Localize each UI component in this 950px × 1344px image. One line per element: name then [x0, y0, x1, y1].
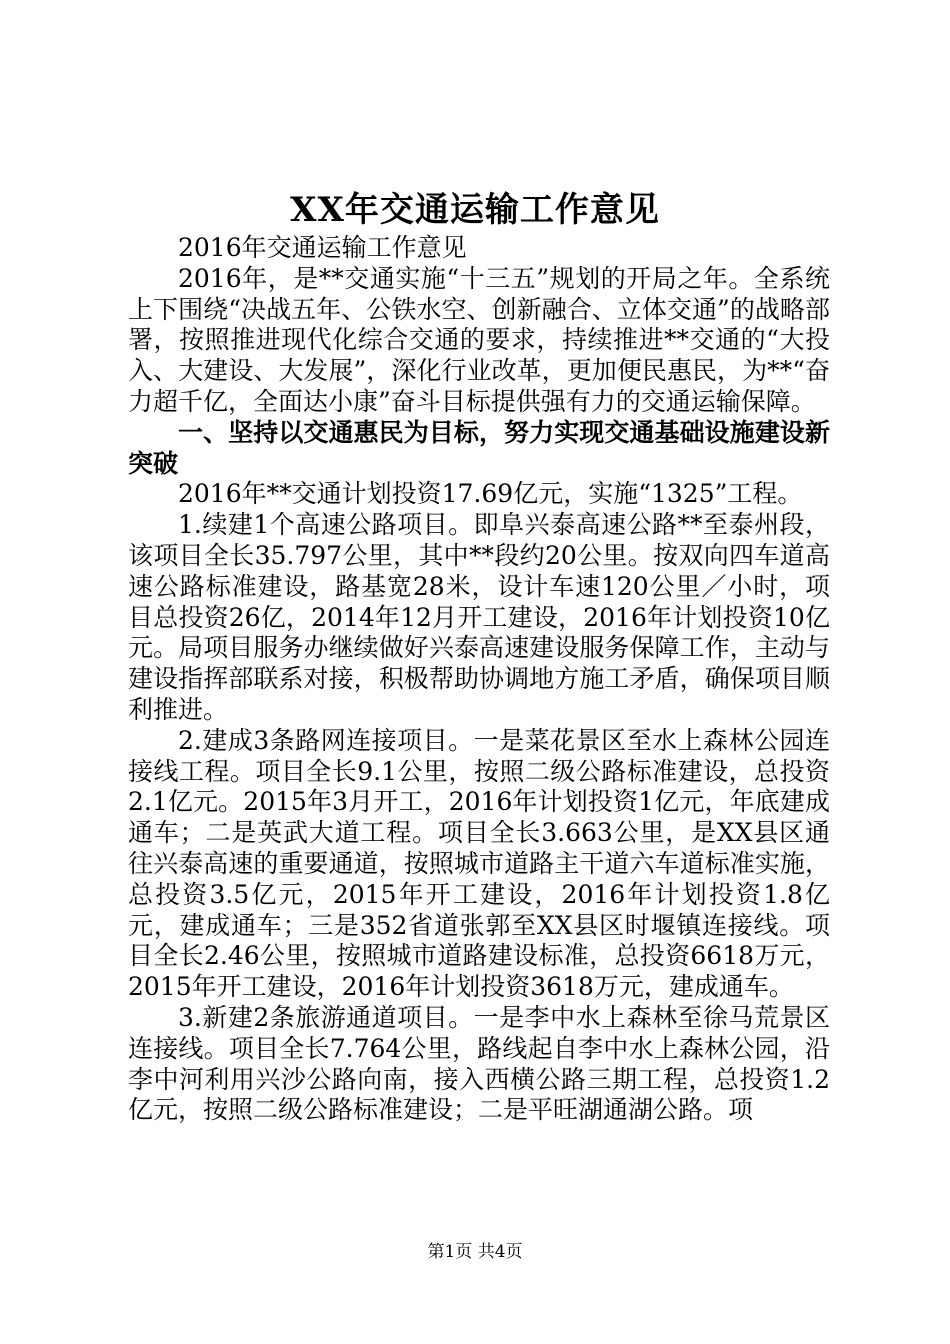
page-footer: 第1页 共4页: [427, 1242, 523, 1262]
item-1-paragraph: 1.续建1个高速公路项目。即阜兴泰高速公路**至泰州段，该项目全长35.797公里，其中**段约20公里。按双向四车道高速公路标准建设，路基宽28米，设计车速120公里／小时，项目总投资26亿，2014年12月开工建设，2016年计划投资10亿元。局项目服务办继续做好兴泰高速建设服务保障工作，主动与建设指挥部联系对接，积极帮助协调地方施工矛盾，确保项目顺利推进。: [128, 510, 830, 724]
intro-paragraph: 2016年，是**交通实施“十三五”规划的开局之年。全系统上下围绕“决战五年、公铁水空、创新融合、立体交通”的战略部署，按照推进现代化综合交通的要求，持续推进**交通的“大投入、大建设、大发展”，深化行业改革，更加便民惠民，为**“奋力超千亿，全面达小康”奋斗目标提供强有力的交通运输保障。: [128, 263, 830, 416]
item-2-paragraph: 2.建成3条路网连接项目。一是菜花景区至水上森林公园连接线工程。项目全长9.1公里，按照二级公路标准建设，总投资2.1亿元。2015年3月开工，2016年计划投资1亿元，年底建成通车；二是英武大道工程。项目全长3.663公里，是XX县区通往兴泰高速的重要通道，按照城市道路主干道六车道标准实施，总投资3.5亿元，2015年开工建设，2016年计划投资1.8亿元，建成通车；三是352省道张郭至XX县区时堰镇连接线。项目全长2.46公里，按照城市道路建设标准，总投资6618万元，2015年开工建设，2016年计划投资3618万元，建成通车。: [128, 725, 830, 1002]
item-3-paragraph: 3.新建2条旅游通道项目。一是李中水上森林至徐马荒景区连接线。项目全长7.764公里，路线起自李中水上森林公园，沿李中河利用兴沙公路向南，接入西横公路三期工程，总投资1.2亿元，按照二级公路标准建设；二是平旺湖通湖公路。项: [128, 1002, 830, 1125]
section-heading-1: 一、坚持以交通惠民为目标，努力实现交通基础设施建设新突破: [128, 417, 830, 478]
subtitle-paragraph: 2016年交通运输工作意见: [178, 233, 467, 262]
investment-paragraph: 2016年**交通计划投资17.69亿元，实施“1325”工程。: [178, 479, 803, 509]
document-title: XX年交通运输工作意见: [290, 190, 660, 230]
document-body: [128, 233, 830, 1126]
